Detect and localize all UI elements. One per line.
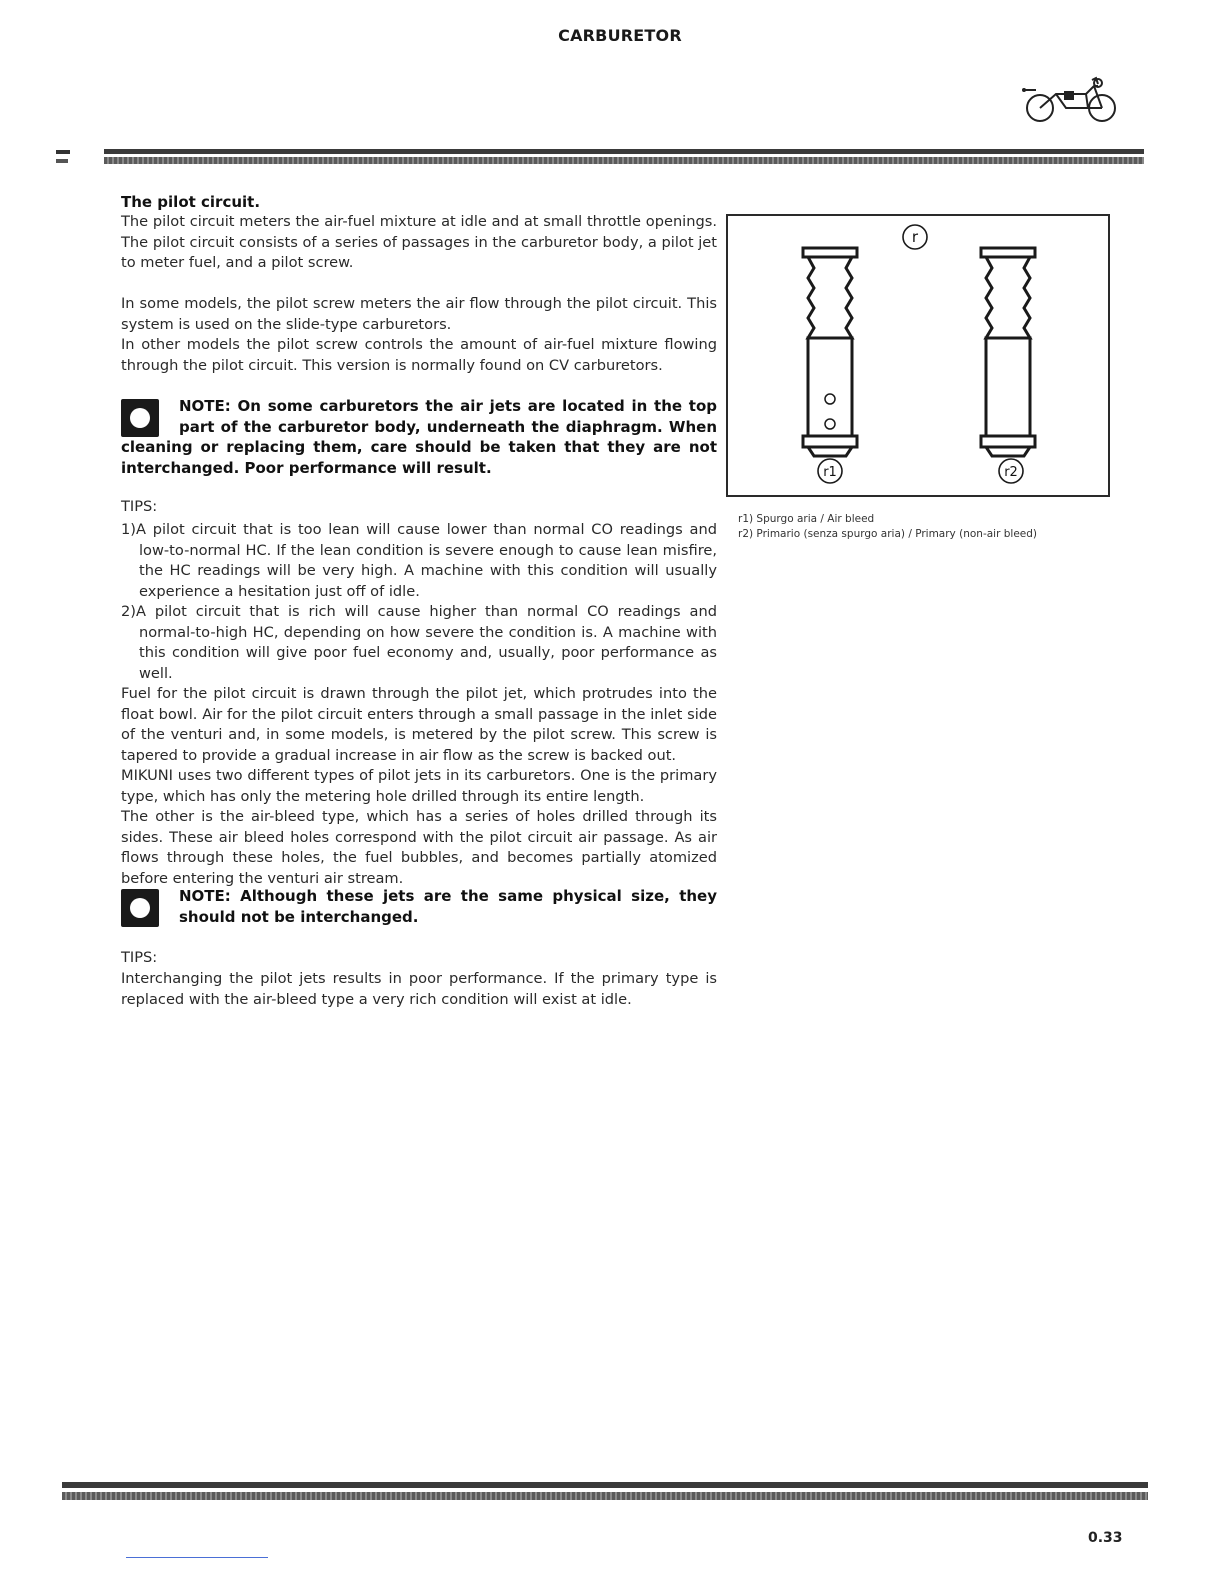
header-rule	[104, 149, 1144, 154]
page-number: 0.33	[1088, 1530, 1123, 1546]
mikuni-paragraph: MIKUNI uses two different types of pilot jets in its carburetors. One is the primary type, which has only the metering hole drilled through its entire length.	[121, 767, 717, 805]
footer-rule	[62, 1492, 1148, 1500]
figure-caption: r2) Primario (senza spurgo aria) / Primary (non-air bleed)	[738, 528, 1037, 540]
page-header-title: CARBURETOR	[558, 26, 682, 45]
air-bleed-hole	[825, 394, 835, 404]
tips-paragraph: Interchanging the pilot jets results in poor performance. If the primary type is replaced with the air-bleed type a very rich condition will exist at idle.	[121, 970, 717, 1008]
header-rule	[104, 157, 1144, 164]
tips-label: TIPS:	[121, 949, 158, 966]
models-paragraph: In some models, the pilot screw meters the air flow through the pilot circuit. This system is used on the slide-type carburetors. In other models the pilot screw controls the amount of air-fuel mixture flowing through the pilot circuit. This version is normally found on CV carburetors.	[121, 295, 717, 374]
pilot-jets-diagram	[728, 216, 1108, 495]
fuel-paragraph: Fuel for the pilot circuit is drawn through the pilot jet, which protrudes into the float bowl. Air for the pilot circuit enters through a small passage in the inlet side of the venturi and, in some models, is metered by the pilot screw. This screw is tapered to provide a gradual increase in air flow as the screw is backed out.	[121, 685, 717, 764]
list-item: 2)A pilot circuit that is rich will cause higher than normal CO readings and normal-to-high HC, depending on how severe the condition is. A machine with this condition will give poor fuel economy and, usually, poor performance as well.	[121, 603, 717, 682]
air-bleed-hole	[825, 419, 835, 429]
note-icon	[121, 399, 159, 437]
note-block	[121, 396, 717, 478]
footer-rule	[62, 1482, 1148, 1488]
margin-mark	[56, 159, 68, 163]
note-icon	[121, 889, 159, 927]
callout-r: r	[911, 228, 919, 246]
footer-underline	[126, 1557, 268, 1558]
list-item: 1)A pilot circuit that is too lean will cause lower than normal CO readings and low-to-normal HC. If the lean condition is severe enough to cause lean misfire, the HC readings will be very high. A machine with this condition will usually experience a hesitation just off of idle.	[121, 521, 717, 600]
tips-label: TIPS:	[121, 498, 158, 515]
note-text: NOTE: On some carburetors the air jets are located in the top part of the carburetor body, underneath the diaphragm. When cleaning or replacing them, care should be taken that they are not interchanged. Poor performance will result.	[121, 397, 717, 477]
note-text: NOTE: Although these jets are the same physical size, they should not be interchanged.	[179, 887, 717, 926]
section-heading: The pilot circuit.	[121, 193, 261, 211]
air-bleed-paragraph: The other is the air-bleed type, which has a series of holes drilled through its sides. These air bleed holes correspond with the pilot circuit air passage. As air flows through these holes, the fuel bubbles, and becomes partially atomized before entering the venturi air stream.	[121, 808, 717, 887]
note-block	[121, 886, 717, 927]
pilot-jets-figure	[726, 214, 1110, 497]
callout-r1: r1	[823, 465, 837, 480]
motorcycle-icon	[1016, 74, 1120, 126]
intro-paragraph: The pilot circuit meters the air-fuel mixture at idle and at small throttle openings. The pilot circuit consists of a series of passages in the carburetor body, a pilot jet to meter fuel, and a pilot screw.	[121, 213, 717, 271]
margin-mark	[56, 150, 70, 154]
tips-list	[121, 520, 717, 889]
figure-caption: r1) Spurgo aria / Air bleed	[738, 513, 875, 525]
callout-r2: r2	[1004, 465, 1018, 480]
